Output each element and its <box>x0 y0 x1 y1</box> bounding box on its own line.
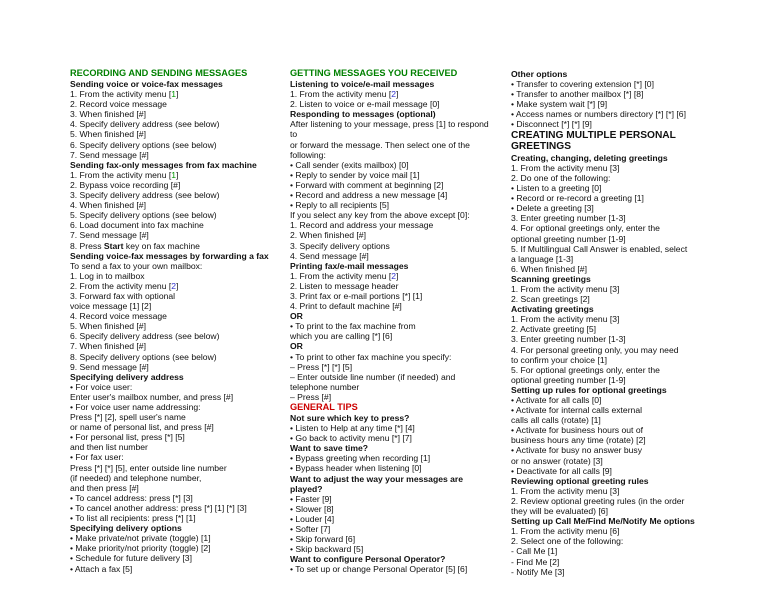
text-line: 1. From the activity menu [6] <box>511 526 620 537</box>
text-line: 5. If Multilingual Call Answer is enabled, select <box>511 243 688 254</box>
text-line: • Make system wait [*] [9] <box>511 99 608 110</box>
text-line: 4. Print to default machine [#] <box>290 301 402 312</box>
text-line: – Press [#] <box>290 391 332 402</box>
text-line: • For voice user name addressing: <box>70 402 201 412</box>
text-line: Enter user's mailbox number, and press [#] <box>70 391 234 402</box>
text-line: 4. For optional greetings only, enter the <box>511 223 660 234</box>
highlighted-key: 1 <box>171 89 177 100</box>
text-line: • Listen to Help at any time [*] [4] <box>290 423 415 434</box>
text-line: 5. For optional greetings only, enter the <box>511 364 660 375</box>
text-line: • Bypass greeting when recording [1] <box>290 453 431 464</box>
text-line: calls all calls (rotate) [1] <box>511 415 601 426</box>
text-line: • Transfer to another mailbox [*] [8] <box>511 89 644 100</box>
text-line: 3. Forward fax with optional <box>70 290 176 301</box>
text-line: or no answer (rotate) [3] <box>511 455 603 466</box>
subheading: Scanning greetings <box>511 273 591 284</box>
text-line: To send a fax to your own mailbox: <box>70 260 203 271</box>
subheading: Want to configure Personal Operator? <box>290 554 446 565</box>
text-line: 6. Specify delivery options (see below) <box>70 139 217 150</box>
text-line: 2. Select one of the following: <box>511 536 624 547</box>
text-line: • To set up or change Personal Operator [5] [6] <box>290 564 468 575</box>
text-line: 6. Load document into fax machine <box>70 220 204 231</box>
subheading: Want to save time? <box>290 443 368 454</box>
text-line: 2. Activate greeting [5] <box>511 324 597 335</box>
text-line: 2. Review optional greeting rules (in the order <box>511 495 685 506</box>
text-line <box>290 89 495 99</box>
column-recording-and-sending <box>70 68 275 574</box>
subheading: Reviewing optional greeting rules <box>511 475 649 486</box>
text-fragment: key on fax machine <box>123 240 200 251</box>
text-line: • For fax user: <box>70 452 124 463</box>
highlighted-key: 2 <box>391 270 397 281</box>
text-line: 4. For personal greeting only, you may need <box>511 344 679 355</box>
text-line: • To cancel another address: press [*] [1] [*] [3] <box>70 502 247 513</box>
text-fragment: 1. From the activity menu [ <box>70 89 172 100</box>
column-other-options-and-greetings <box>511 69 711 577</box>
bold-key-name: Start <box>103 240 124 251</box>
text-fragment: ] <box>176 280 179 291</box>
text-line: • Make priority/not priority (toggle) [2] <box>70 543 211 554</box>
text-line: • Softer [7] <box>290 524 331 535</box>
text-line: which you are calling [*] [6] <box>290 331 393 342</box>
text-line: to <box>290 129 298 140</box>
text-line: optional greeting number [1-9] <box>511 374 626 385</box>
text-line: 5. When finished [#] <box>70 129 146 140</box>
text-line: 6. Specify delivery address (see below) <box>70 331 220 342</box>
column-getting-messages <box>290 68 495 575</box>
text-line: 3. When finished [#] <box>70 109 146 120</box>
highlighted-key: 2 <box>391 89 397 100</box>
text-line: • For voice user: <box>70 381 133 392</box>
subheading: OR <box>290 341 303 352</box>
text-line: 5. Specify delivery options (see below) <box>70 210 217 221</box>
section-heading: RECORDING AND SENDING MESSAGES <box>70 68 248 78</box>
text-line: • Faster [9] <box>290 493 332 504</box>
text-line: 4. When finished [#] <box>70 200 146 211</box>
text-line: • Forward with comment at beginning [2] <box>290 179 444 190</box>
text-line: telephone number <box>290 381 360 392</box>
text-line: or forward the message. Then select one of the <box>290 139 470 150</box>
text-line: 4. Specify delivery address (see below) <box>70 119 220 130</box>
text-line: • Skip backward [5] <box>290 544 364 555</box>
text-line: business hours any time (rotate) [2] <box>511 435 646 446</box>
text-line <box>290 271 495 281</box>
text-line: • Record and address a new message [4] <box>290 190 448 201</box>
text-line: – Enter outside line number (if needed) and <box>290 371 456 382</box>
text-line: • Call sender (exits mailbox) [0] <box>290 159 409 170</box>
text-line: 1. From the activity menu [3] <box>511 283 620 294</box>
subheading: Specifying delivery options <box>70 523 182 534</box>
text-line: • Deactivate for all calls [9] <box>511 465 612 476</box>
text-line <box>70 170 275 180</box>
text-line: a language [1-3] <box>511 253 574 264</box>
subheading: Setting up rules for optional greetings <box>511 384 667 395</box>
text-line: • Access names or numbers directory [*] [*] [6] <box>511 109 686 120</box>
text-line: • To print to other fax machine you specify: <box>290 351 452 362</box>
text-line: to confirm your choice [1] <box>511 354 608 365</box>
text-line: 3. Specify delivery address (see below) <box>70 190 220 201</box>
text-line: 1. From the activity menu [3] <box>511 162 620 173</box>
subheading: Setting up Call Me/Find Me/Notify Me options <box>511 516 695 527</box>
text-line: • To list all recipients: press [*] [1] <box>70 513 196 524</box>
text-line: 2. Do one of the following: <box>511 172 611 183</box>
text-line: 4. Record voice message <box>70 311 167 322</box>
subheading: Printing fax/e-mail messages <box>290 260 409 271</box>
subheading: Not sure which key to press? <box>290 413 410 423</box>
text-line: • Transfer to covering extension [*] [0] <box>511 79 654 90</box>
text-line: • Listen to a greeting [0] <box>511 183 602 194</box>
text-line: – Press [*] [*] [5] <box>290 361 353 372</box>
text-line: - Find Me [2] <box>511 556 560 567</box>
subheading: Specifying delivery address <box>70 371 184 382</box>
text-fragment: ] <box>396 89 399 100</box>
subheading: Sending fax-only messages from fax machine <box>70 159 257 170</box>
text-line: • Make private/not private (toggle) [1] <box>70 533 211 544</box>
text-line: • Reply to sender by voice mail [1] <box>290 169 420 180</box>
text-line: • Reply to all recipients [5] <box>290 200 390 211</box>
text-line: • Schedule for future delivery [3] <box>70 553 192 564</box>
text-line: and then press [#] <box>70 482 139 493</box>
text-line: • Activate for busy no answer busy <box>511 445 643 456</box>
text-line <box>70 89 275 99</box>
text-fragment: ] <box>176 169 179 180</box>
text-line: or name of personal list, and press [#] <box>70 422 214 433</box>
text-line: 2. Bypass voice recording [#] <box>70 179 181 190</box>
subheading: Want to adjust the way your messages are <box>290 473 464 484</box>
subheading: Listening to voice/e-mail messages <box>290 79 435 89</box>
text-line: If you select any key from the above except [0]: <box>290 210 470 221</box>
text-line: 6. When finished [#] <box>511 263 587 274</box>
text-line: and then list number <box>70 442 148 453</box>
text-line: 3. Enter greeting number [1-3] <box>511 334 626 345</box>
text-line: • Bypass header when listening [0] <box>290 463 422 474</box>
text-line: • For personal list, press [*] [5] <box>70 432 185 443</box>
text-line: • Disconnect [*] [*] [9] <box>511 119 592 130</box>
text-line: • Louder [4] <box>290 513 335 524</box>
text-line: optional greeting number [1-9] <box>511 233 626 244</box>
text-line: 7. Send message [#] <box>70 230 149 241</box>
text-line: voice message [1] [2] <box>70 301 152 312</box>
section-heading: CREATING MULTIPLE PERSONAL GREETINGS <box>511 129 676 153</box>
text-fragment: ] <box>176 89 179 100</box>
text-line: • Skip forward [6] <box>290 534 356 545</box>
subheading: OR <box>290 311 303 322</box>
text-line: • Attach a fax [5] <box>70 563 133 574</box>
text-fragment: 2. From the activity menu [ <box>70 280 172 291</box>
text-line: 7. When finished [#] <box>70 341 146 352</box>
text-line: 1. From the activity menu [3] <box>511 485 620 496</box>
text-line: 9. Send message [#] <box>70 361 149 372</box>
subheading: Sending voice-fax messages by forwarding a fax <box>70 250 269 261</box>
highlighted-key: 2 <box>171 280 177 291</box>
text-line: 1. From the activity menu [3] <box>511 314 620 325</box>
text-line: following: <box>290 149 326 160</box>
text-line: 2. Record voice message <box>70 99 167 110</box>
text-line: 7. Send message [#] <box>70 149 149 160</box>
subheading: Activating greetings <box>511 304 594 315</box>
text-line: 3. Enter greeting number [1-3] <box>511 213 626 224</box>
text-line: - Call Me [1] <box>511 546 558 557</box>
subheading: played? <box>290 483 323 494</box>
subheading: Creating, changing, deleting greetings <box>511 152 668 163</box>
text-fragment: 8. Press <box>70 240 104 251</box>
text-line: Press [*] [2], spell user's name <box>70 412 186 423</box>
text-line: After listening to your message, press [1] to respond <box>290 119 489 130</box>
text-line: 5. When finished [#] <box>70 321 146 332</box>
text-line: 3. Print fax or e-mail portions [*] [1] <box>290 290 423 301</box>
text-line: (if needed) and telephone number, <box>70 472 202 483</box>
text-line: they will be evaluated) [6] <box>511 506 608 517</box>
text-line: • Slower [8] <box>290 503 334 514</box>
text-line: 2. Listen to message header <box>290 280 399 291</box>
text-line <box>70 281 275 291</box>
text-line: 8. Specify delivery options (see below) <box>70 351 217 362</box>
subheading: Responding to messages (optional) <box>290 109 436 120</box>
text-line: 3. Specify delivery options <box>290 240 390 251</box>
text-fragment: 1. From the activity menu [ <box>290 89 392 100</box>
subheading: Other options <box>511 69 568 79</box>
text-line: • Delete a greeting [3] <box>511 203 594 214</box>
text-fragment: 1. From the activity menu [ <box>70 169 172 180</box>
section-heading: GENERAL TIPS <box>290 402 358 412</box>
text-line <box>70 241 275 251</box>
text-line: • Activate for all calls [0] <box>511 395 602 405</box>
text-line: • To print to the fax machine from <box>290 321 416 332</box>
text-fragment: 1. From the activity menu [ <box>290 270 392 281</box>
section-heading: GETTING MESSAGES YOU RECEIVED <box>290 68 458 78</box>
text-fragment: ] <box>396 270 399 281</box>
text-line: • Activate for internal calls external <box>511 405 643 416</box>
highlighted-key: 1 <box>171 169 177 180</box>
text-line: 1. Log in to mailbox <box>70 270 145 281</box>
text-line: • To cancel address: press [*] [3] <box>70 492 193 503</box>
text-line: - Notify Me [3] <box>511 566 565 577</box>
text-line: Press [*] [*] [5], enter outside line number <box>70 462 227 473</box>
text-line: 4. Send message [#] <box>290 250 369 261</box>
text-line: 1. Record and address your message <box>290 220 434 231</box>
subheading: Sending voice or voice-fax messages <box>70 79 223 89</box>
text-line: 2. Scan greetings [2] <box>511 294 590 305</box>
text-line: 2. When finished [#] <box>290 230 366 241</box>
text-line: • Activate for business hours out of <box>511 425 643 436</box>
text-line: 2. Listen to voice or e-mail message [0] <box>290 99 440 110</box>
text-line: • Go back to activity menu [*] [7] <box>290 433 412 444</box>
text-line: • Record or re-record a greeting [1] <box>511 193 644 204</box>
